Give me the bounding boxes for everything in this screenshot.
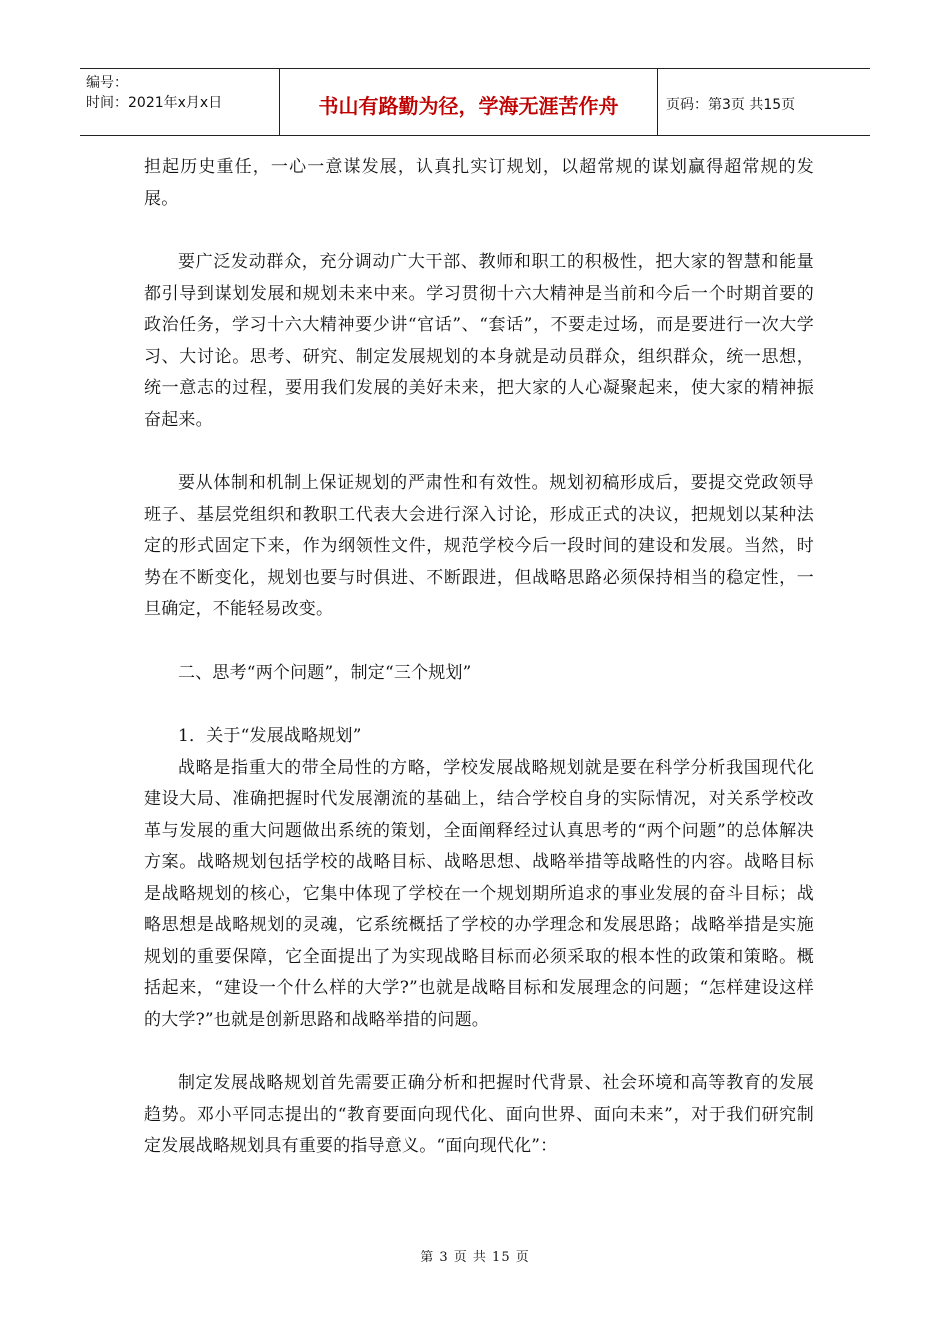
document-body: [144, 152, 814, 1163]
section-heading: 二、思考“两个问题”，制定“三个规划”: [178, 662, 472, 683]
paragraph: 担起历史重任，一心一意谋发展，认真扎实订规划，以超常规的谋划赢得超常规的发展。: [144, 157, 814, 209]
document-date: 时间：2021年x月x日: [86, 95, 223, 111]
page-footer: 第 3 页 共 15 页: [420, 1250, 530, 1265]
subsection-heading: 1．关于“发展战略规划”: [178, 726, 362, 746]
paragraph: 要广泛发动群众，充分调动广大干部、教师和职工的积极性，把大家的智慧和能量都引导到谋划发展和规划未来中来。学习贯彻十六大精神是当前和今后一个时期首要的政治任务，学习十六大精神要少讲“官话”、“套话”，不要走过场，而是要进行一次大学习、大讨论。思考、研究、制定发展规划的本身就是动员群众，组织群众，统一思想，统一意志的过程，要用我们发展的美好未来，把大家的人心凝聚起来，使大家的精神振奋起来。: [144, 252, 814, 430]
header-motto: 书山有路勤为径，学海无涯苦作舟: [280, 69, 658, 135]
paragraph: 制定发展战略规划首先需要正确分析和把握时代背景、社会环境和高等教育的发展趋势。邓小平同志提出的“教育要面向现代化、面向世界、面向未来”，对于我们研究制定发展战略规划具有重要的指导意义。“面向现代化”：: [144, 1073, 814, 1156]
paragraph: 要从体制和机制上保证规划的严肃性和有效性。规划初稿形成后，要提交党政领导班子、基层党组织和教职工代表大会进行深入讨论，形成正式的决议，把规划以某种法定的形式固定下来，作为纲领性文件，规范学校今后一段时间的建设和发展。当然，时势在不断变化，规划也要与时俱进、不断跟进，但战略思路必须保持相当的稳定性，一旦确定，不能轻易改变。: [144, 473, 814, 619]
paragraph: 战略是指重大的带全局性的方略，学校发展战略规划就是要在科学分析我国现代化建设大局、准确把握时代发展潮流的基础上，结合学校自身的实际情况，对关系学校改革与发展的重大问题做出系统的策划，全面阐释经过认真思考的“两个问题”的总体解决方案。战略规划包括学校的战略目标、战略思想、战略举措等战略性的内容。战略目标是战略规划的核心，它集中体现了学校在一个规划期所追求的事业发展的奋斗目标；战略思想是战略规划的灵魂，它系统概括了学校的办学理念和发展思路；战略举措是实施规划的重要保障，它全面提出了为实现战略目标而必须采取的根本性的政策和策略。概括起来，“建设一个什么样的大学?”也就是战略目标和发展理念的问题；“怎样建设这样的大学?”也就是创新思路和战略举措的问题。: [144, 757, 814, 1030]
document-number: 编号：: [86, 75, 128, 91]
header-page-info: 页码：第3页 共15页: [666, 97, 796, 113]
page-header: [80, 68, 870, 136]
header-meta: [80, 69, 280, 135]
